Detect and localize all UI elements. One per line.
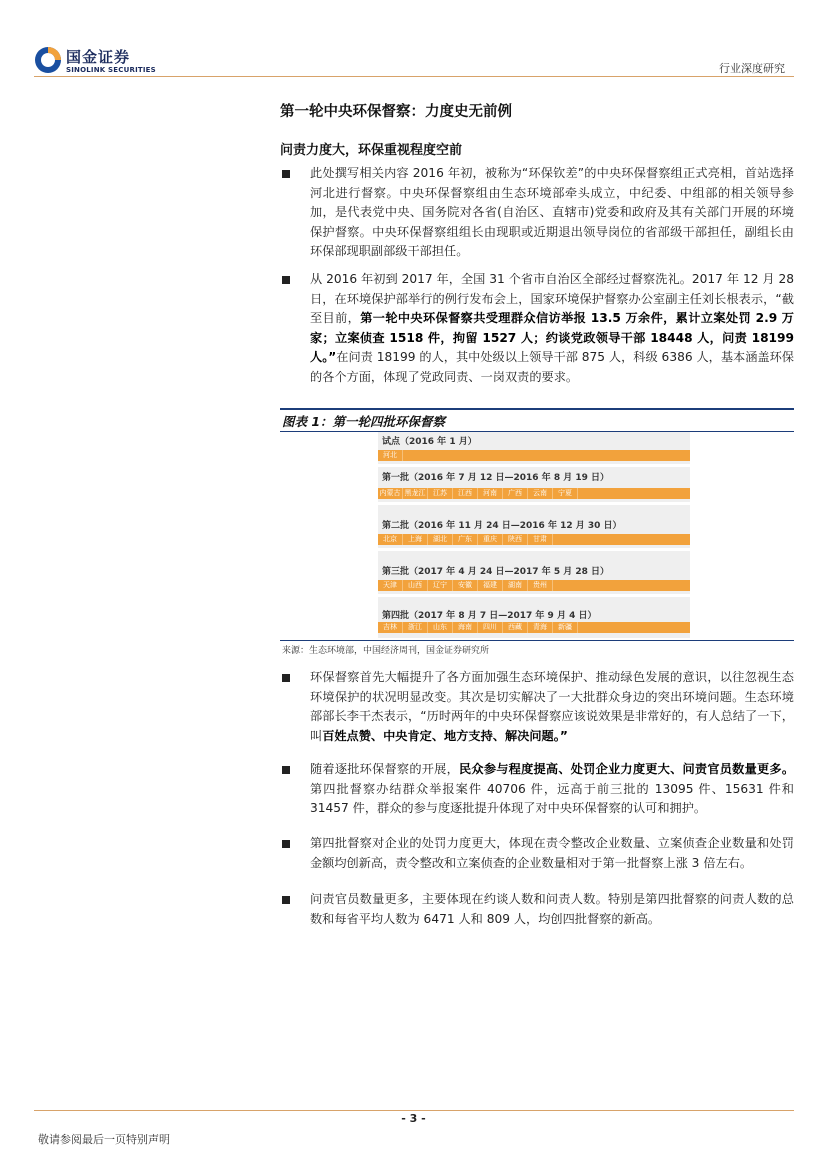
bullet-paragraph-2 xyxy=(282,270,794,388)
header-divider xyxy=(34,76,794,77)
province-cell: 福建 xyxy=(478,580,503,591)
page-number: - 3 - xyxy=(401,1112,426,1125)
paragraph-part: 从 2016 年初到 2017 年，全国 31 个省市自治区全部经过督察洗礼。2017 年 12 月 28 日，在环境保护部举行的例行发布会上，国家环境保护督察办公室副主任刘长根表示，“截至目前， xyxy=(310,272,794,326)
province-cell: 山东 xyxy=(428,622,453,633)
province-cell: 广东 xyxy=(453,534,478,545)
province-cell: 天津 xyxy=(378,580,403,591)
inspection-batches-figure xyxy=(378,432,690,638)
batch-label: 试点（2016 年 1 月） xyxy=(382,437,477,447)
province-cell: 广西 xyxy=(503,488,528,499)
province-cell: 新疆 xyxy=(553,622,578,633)
bullet-paragraph-3 xyxy=(282,668,794,746)
batch-label: 第四批（2017 年 8 月 7 日—2017 年 9 月 4 日） xyxy=(382,611,597,621)
batch-separator xyxy=(378,548,690,551)
province-cell: 内蒙古 xyxy=(378,488,403,499)
paragraph-bold-part: 民众参与程度提高、处罚企业力度更大、问责官员数量更多。 xyxy=(459,762,795,776)
province-cell: 甘肃 xyxy=(528,534,553,545)
paragraph-text xyxy=(310,270,794,388)
paragraph-part: 环保督察首先大幅提升了各方面加强生态环境保护、推动绿色发展的意识，以往忽视生态环境保护的状况明显改变。其次是切实解决了一大批群众身边的突出环境问题。生态环境部部长李干杰表示，“历时两年的中央环保督察应该说效果是非常好的，有人总结了一下，叫 xyxy=(310,670,794,743)
company-logo xyxy=(34,44,164,80)
paragraph-bold-part: 百姓点赞、中央肯定、地方支持、解决问题。” xyxy=(322,728,568,743)
batch-label: 第三批（2017 年 4 月 24 日—2017 年 5 月 28 日） xyxy=(382,567,610,577)
province-cell: 黑龙江 xyxy=(403,488,428,499)
province-cell: 宁夏 xyxy=(553,488,578,499)
province-cell: 上海 xyxy=(403,534,428,545)
bullet-square-icon xyxy=(282,896,290,904)
province-cell: 河北 xyxy=(378,450,403,461)
province-cells xyxy=(378,488,578,499)
province-cells xyxy=(378,580,553,591)
province-cell: 湖南 xyxy=(503,580,528,591)
province-cells xyxy=(378,534,553,545)
figure-bottom-rule xyxy=(280,640,794,641)
paragraph-text: 第四批督察对企业的处罚力度更大，体现在责令整改企业数量、立案侦查企业数量和处罚金额均创新高，责令整改和立案侦查的企业数量相对于第一批督察上涨 3 倍左右。 xyxy=(310,836,794,870)
batch-province-bar xyxy=(378,622,690,633)
province-cell: 江苏 xyxy=(428,488,453,499)
province-cell: 青海 xyxy=(528,622,553,633)
province-cell: 安徽 xyxy=(453,580,478,591)
section-subtitle: 问责力度大，环保重视程度空前 xyxy=(280,143,463,158)
figure-top-rule xyxy=(280,408,794,410)
bullet-paragraph-1 xyxy=(282,164,794,262)
bullet-paragraph-4 xyxy=(282,760,794,819)
disclaimer-note: 敬请参阅最后一页特别声明 xyxy=(38,1133,170,1146)
bullet-paragraph-6 xyxy=(282,890,794,929)
province-cell: 西藏 xyxy=(503,622,528,633)
paragraph-bold-part: 第一轮中央环保督察共受理群众信访举报 13.5 万余件，累计立案处罚 2.9 万家；立案侦查 1518 件，拘留 1527 人；约谈党政领导干部 18448 人，问责 18199 人。” xyxy=(310,311,794,365)
paragraph-part: 第四批督察办结群众举报案件 40706 件，远高于前三批的 13095 件、15631 件和 31457 件，群众的参与度逐批提升体现了对中央环保督察的认可和拥护。 xyxy=(310,781,794,816)
batch-separator xyxy=(378,594,690,597)
province-cells xyxy=(378,622,578,633)
section-title: 第一轮中央环保督察：力度史无前例 xyxy=(280,104,512,120)
logo-text-cn: 国金证券 xyxy=(66,48,131,66)
province-cell: 吉林 xyxy=(378,622,403,633)
paragraph-part: 随着逐批环保督察的开展， xyxy=(310,762,459,776)
province-cells xyxy=(378,450,403,461)
province-cell: 北京 xyxy=(378,534,403,545)
logo-text-en: SINOLINK SECURITIES xyxy=(66,66,156,74)
batch-province-bar xyxy=(378,534,690,545)
province-cell: 浙江 xyxy=(403,622,428,633)
province-cell: 云南 xyxy=(528,488,553,499)
footer-divider xyxy=(34,1110,794,1111)
figure-title: 图表 1：第一轮四批环保督察 xyxy=(282,414,446,429)
figure-source: 来源：生态环境部，中国经济周刊，国金证券研究所 xyxy=(282,646,490,656)
province-cell: 海南 xyxy=(453,622,478,633)
paragraph-part: 在问责 18199 的人，其中处级以上领导干部 875 人，科级 6386 人，基本涵盖环保的各个方面，体现了党政同责、一岗双责的要求。 xyxy=(310,350,794,384)
paragraph-text: 此处撰写相关内容 2016 年初，被称为“环保钦差”的中央环保督察组正式亮相，首站选择河北进行督察。中央环保督察组由生态环境部牵头成立，中纪委、中组部的相关领导参加，是代表党中央、国务院对各省(自治区、直辖市)党委和政府及其有关部门开展的环境保护督察。中央环保督察组组长由现职或近期退出领导岗位的省部级干部担任，副组长由环保部现职副部级干部担任。 xyxy=(310,166,794,259)
province-cell: 重庆 xyxy=(478,534,503,545)
sinolink-logo-icon xyxy=(34,46,62,74)
province-cell: 辽宁 xyxy=(428,580,453,591)
report-type: 行业深度研究 xyxy=(719,62,785,75)
province-cell: 山西 xyxy=(403,580,428,591)
bullet-square-icon xyxy=(282,674,290,682)
batch-separator xyxy=(378,502,690,505)
province-cell: 陕西 xyxy=(503,534,528,545)
batch-separator xyxy=(378,464,690,467)
batch-province-bar xyxy=(378,580,690,591)
paragraph-text xyxy=(310,760,794,819)
bullet-square-icon xyxy=(282,766,290,774)
paragraph-text xyxy=(310,668,794,746)
bullet-square-icon xyxy=(282,170,290,178)
page-header xyxy=(0,0,827,80)
province-cell: 江西 xyxy=(453,488,478,499)
paragraph-text: 问责官员数量更多，主要体现在约谈人数和问责人数。特别是第四批督察的问责人数的总数和每省平均人数为 6471 人和 809 人，均创四批督察的新高。 xyxy=(310,892,794,926)
province-cell: 河南 xyxy=(478,488,503,499)
batch-label: 第一批（2016 年 7 月 12 日—2016 年 8 月 19 日） xyxy=(382,473,610,483)
batch-label: 第二批（2016 年 11 月 24 日—2016 年 12 月 30 日） xyxy=(382,521,622,531)
batch-province-bar xyxy=(378,488,690,499)
batch-province-bar xyxy=(378,450,690,461)
province-cell: 四川 xyxy=(478,622,503,633)
bullet-square-icon xyxy=(282,276,290,284)
bullet-square-icon xyxy=(282,840,290,848)
bullet-paragraph-5 xyxy=(282,834,794,873)
province-cell: 湖北 xyxy=(428,534,453,545)
province-cell: 贵州 xyxy=(528,580,553,591)
